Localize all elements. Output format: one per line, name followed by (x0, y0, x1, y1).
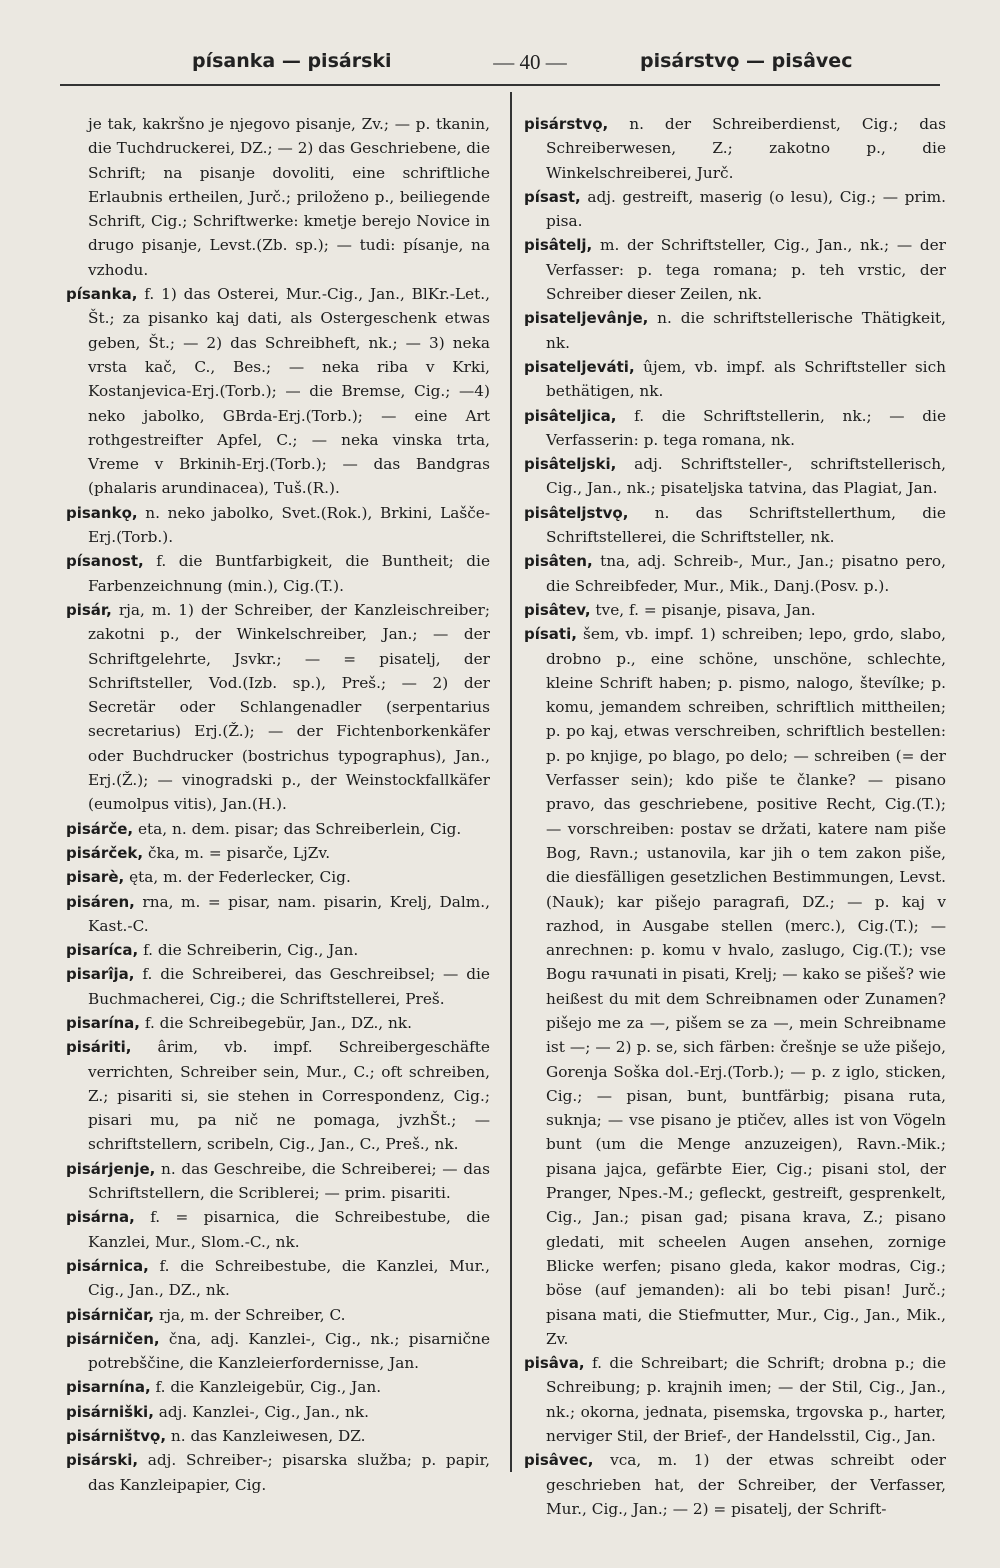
dictionary-entry (524, 622, 946, 1351)
dictionary-entry (66, 549, 490, 598)
entry-headword: písanost, (66, 552, 144, 571)
entry-definition: n. der Schreiberdienst, Cig.; das Schreiberwesen, Z.; zakotno p., die Winkelschreiberei, Jurč. (546, 115, 946, 182)
entry-definition: rja, m. der Schreiber, C. (158, 1305, 346, 1324)
entry-definition: f. die Kanzleigebür, Cig., Jan. (155, 1378, 382, 1397)
entry-headword: pisankǫ, (66, 503, 138, 522)
entry-definition: čka, m. = pisarče, LjZv. (147, 843, 331, 862)
entry-definition: n. das Geschreibe, die Schreiberei; — das Schriftstellern, die Scriblerei; — prim. pisariti. (88, 1159, 490, 1203)
dictionary-entry (66, 890, 490, 939)
entry-headword: pisâteljica, (524, 406, 617, 425)
dictionary-entry (524, 233, 946, 306)
entry-definition: tna, adj. Schreib-, Mur., Jan.; pisatno pero, die Schreibfeder, Mur., Mik., Danj.(Posv. p.). (546, 552, 946, 595)
dictionary-entry (66, 1205, 490, 1254)
entry-headword: pisarína, (66, 1013, 140, 1032)
entry-definition: f. die Schriftstellerin, nk.; — die Verfasserin: p. tega romana, nk. (546, 406, 946, 449)
entry-headword: pisár, (66, 600, 112, 619)
entry-headword: pisárnica, (66, 1256, 149, 1275)
dictionary-entry (66, 1327, 490, 1376)
entry-definition: adj. gestreift, maserig (o lesu), Cig.; — prim. pisa. (546, 187, 946, 231)
page-header (60, 46, 940, 82)
entry-headword: pisâtelj, (524, 236, 593, 255)
entry-headword: pisâtev, (524, 600, 591, 619)
dictionary-entry (66, 938, 490, 962)
entry-definition: rna, m. = pisar, nam. pisarin, Krelj, Dalm., Kast.-C. (88, 892, 490, 935)
dictionary-entry (66, 1157, 490, 1206)
dictionary-entry (524, 112, 946, 185)
dictionary-entry (524, 185, 946, 234)
dictionary-entry (66, 1303, 490, 1327)
entry-definition: m. der Schriftsteller, Cig., Jan., nk.; — der Verfasser: p. tega romana; p. teh vrstic, der Schreiber dieser Zeilen, nk. (546, 236, 946, 304)
dictionary-entry (524, 306, 946, 355)
right-column (524, 112, 946, 1521)
dictionary-entry (66, 1254, 490, 1303)
entry-headword: pisarè, (66, 868, 125, 887)
dictionary-entry (66, 1400, 490, 1424)
header-right-guide-words: pisárstvǫ — pisâvec (640, 50, 853, 72)
dictionary-entry (66, 598, 490, 817)
entry-definition: čna, adj. Kanzlei-, Cig., nk.; pisarnične potrebščine, die Kanzleierfordernisse, Jan. (88, 1329, 490, 1373)
entry-definition: f. 1) das Osterei, Mur.-Cig., Jan., BlKr.-Let., Št.; za pisanko kaj dati, als Ostergeschenk etwas geben, Št.; — 2) das Schreibheft, nk.; — 3) neka vrsta kač, C., Bes.; — neka riba v Krki, Kostanjevica-Erj.(Torb.); — die Bremse, Cig.; —4) neko jabolko, GBrda-Erj.(Torb.); — eine Art rothgestreifter Apfel, C.; — neka vinska trta, Vreme v Brkinih-Erj.(Torb.); — das Bandgras (phalaris arundinacea), Tuš.(R.). (88, 285, 490, 498)
entry-headword: pisaríca, (66, 941, 139, 960)
entry-definition: adj. Schriftsteller-, schriftstellerisch, Cig., Jan., nk.; pisateljska tatvina, das Plagiat, Jan. (546, 455, 946, 498)
dictionary-entry (66, 282, 490, 501)
entry-definition: tve, f. = pisanje, pisava, Jan. (595, 600, 816, 619)
dictionary-entry (66, 112, 490, 282)
entry-headword: pisárjenje, (66, 1159, 156, 1178)
entry-definition: n. das Schriftstellerthum, die Schriftstellerei, die Schriftsteller, nk. (546, 503, 946, 547)
entry-headword: pisárstvǫ, (524, 115, 609, 133)
entry-headword: pisarnína, (66, 1378, 151, 1397)
entry-definition: n. die schriftstellerische Thätigkeit, nk. (546, 309, 946, 352)
entry-definition: n. das Kanzleiwesen, DZ. (170, 1427, 366, 1446)
entry-headword: pisárče, (66, 819, 134, 838)
entry-headword: pisárničen, (66, 1329, 160, 1348)
dictionary-entry (524, 355, 946, 404)
entry-headword: pisâva, (524, 1354, 585, 1373)
entry-definition: vca, m. 1) der etwas schreibt oder geschrieben hat, der Schreiber, der Verfasser, Mur., Cig., Jan.; — 2) = pisatelj, der Schrift- (546, 1451, 946, 1518)
entry-headword: písast, (524, 187, 581, 206)
entry-definition: je tak, kakršno je njegovo pisanje, Zv.; — p. tkanin, die Tuchdruckerei, DZ.; — 2) das Geschriebene, die Schrift; na pisanje dovoliti, eine schriftliche Erlaubnis ertheilen, Jurč.; priloženo p., beiliegende Schrift, Cig.; Schriftwerke: kmetje berejo Novice in drugo pisanje, Levst.(Zb. sp.); — tudi: písanje, na vzhodu. (88, 115, 490, 279)
entry-headword: pisárniški, (66, 1402, 154, 1421)
entry-headword: písanka, (66, 285, 138, 304)
dictionary-entry (66, 1375, 490, 1399)
dictionary-entry (66, 962, 490, 1011)
entry-headword: pisárništvǫ, (66, 1427, 167, 1446)
entry-headword: pisâteljstvǫ, (524, 503, 629, 522)
header-rule (60, 84, 940, 86)
dictionary-entry (66, 501, 490, 550)
entry-definition: rja, m. 1) der Schreiber, der Kanzleischreiber; zakotni p., der Winkelschreiber, Jan.; — der Schriftgelehrte, Jsvkr.; — = pisatelj, der Schriftsteller, Vod.(Izb. sp.), Preš.; — 2) der Secretär oder Schlangenadler (serpentarius secretarius) Erj.(Ž.); — der Fichtenborkenkäfer oder Buchdrucker (bostrichus typographus), Jan., Erj.(Ž.); — vinogradski p., der Weinstockfallkäfer (eumolpus vitis), Jan.(H.). (88, 600, 490, 814)
entry-definition: f. die Buntfarbigkeit, die Buntheit; die Farbenzeichnung (min.), Cig.(T.). (88, 552, 491, 595)
dictionary-entry (66, 1448, 490, 1497)
column-divider (510, 92, 512, 1472)
dictionary-entry (524, 452, 946, 501)
entry-definition: f. die Schreiberei, das Geschreibsel; — die Buchmacherei, Cig.; die Schriftstellerei, Preš. (88, 965, 490, 1008)
entry-headword: pisateljevânje, (524, 309, 649, 328)
entry-definition: f. die Schreibegebür, Jan., DZ., nk. (144, 1013, 413, 1032)
entry-headword: pisárček, (66, 843, 144, 862)
dictionary-entry (66, 865, 490, 889)
entry-headword: pisárničar, (66, 1305, 155, 1324)
dictionary-entry (66, 1011, 490, 1035)
dictionary-entry (66, 817, 490, 841)
dictionary-entry (66, 841, 490, 865)
entry-definition: ûjem, vb. impf. als Schriftsteller sich bethätigen, nk. (546, 357, 946, 401)
dictionary-entry (524, 404, 946, 453)
entry-definition: f. die Schreibestube, die Kanzlei, Mur., Cig., Jan., DZ., nk. (88, 1256, 490, 1300)
entry-definition: f. die Schreiberin, Cig., Jan. (143, 941, 359, 960)
dictionary-entry (524, 1448, 946, 1521)
entry-headword: pisárna, (66, 1208, 135, 1227)
entry-definition: adj. Kanzlei-, Cig., Jan., nk. (158, 1402, 369, 1421)
entry-headword: pisarîja, (66, 965, 135, 984)
dictionary-entry (524, 549, 946, 598)
entry-headword: pisâvec, (524, 1451, 594, 1470)
entry-definition: šem, vb. impf. 1) schreiben; lepo, grdo, slabo, drobno p., eine schöne, unschöne, schlechte, kleine Schrift haben; p. pismo, nalogo, števílke; p. komu, jemandem schreiben, schriftlich mittheilen; p. po kaj, etwas verschreiben, schriftlich bestellen: p. po knjige, po blago, po delo; — schreiben (= der Verfasser sein); kdo piše te članke? — pisano pravo, das geschriebene, positive Recht, Cig.(T.); — vorschreiben: postav se držati, katere nam piše Bog, Ravn.; ustanovila, kar jih o tem zakon piše, die diesfälligen gesetzlichen Bestimmungen, Levst.(Nauk); kar pišejo paragrafi, DZ.; — p. kaj v razhod, in Ausgabe stellen (merc.), Cig.(T.); — anrechnen: p. komu v hvalo, zaslugo, Cig.(T.); vse Bogu rачunati in pisati, Krelj; — kako se pišeš? wie heißest du mit dem Schreibnamen oder Zunamen? pišejo me za —, pišem se za —, mein Schreibname ist —; — 2) p. se, sich färben: črešnje se uže pišejo, Gorenja Soška dol.-Erj.(Torb.); — p. z iglo, sticken, Cig.; — pisan, bunt, buntfärbig; pisana ruta, suknja; — vse pisano je ptičev, alles ist von Vögeln bunt (um die Menge anzuzeigen), Ravn.-Mik.; pisana jajca, gefärbte Eier, Cig.; pisani stol, der Pranger, Npes.-M.; gefleckt, gestreift, gesprenkelt, Cig., Jan.; pisan gad; pisana krava, Z.; pisano gledati, mit scheelen Augen ansehen, zornige Blicke werfen; pisano gleda, kakor modras, Cig.; böse (auf jemanden): ali bo tebi pisan! Jurč.; pisana mati, die Stiefmutter, Mur., Cig., Jan., Mik., Zv. (546, 625, 946, 1348)
entry-definition: ęta, m. der Federlecker, Cig. (129, 868, 351, 887)
entry-headword: pisáriti, (66, 1038, 132, 1057)
dictionary-entry (524, 1351, 946, 1448)
entry-definition: f. = pisarnica, die Schreibestube, die Kanzlei, Mur., Slom.-C., nk. (88, 1208, 490, 1251)
dictionary-entry (66, 1035, 490, 1156)
header-left-guide-words: písanka — pisárski (192, 50, 392, 72)
entry-headword: pisáren, (66, 892, 135, 911)
entry-definition: n. neko jabolko, Svet.(Rok.), Brkini, Lašče-Erj.(Torb.). (88, 503, 490, 547)
entry-headword: písati, (524, 625, 577, 644)
page-number: — 40 — (493, 50, 567, 74)
entry-definition: ârim, vb. impf. Schreibergeschäfte verrichten, Schreiber sein, Mur., C.; oft schreiben, Z.; pisariti si, sie stehen in Correspondenz, Cig.; pisari mu, pa nič ne pomaga, jvzhŠt.; — schriftstellern, scribeln, Cig., Jan., C., Preš., nk. (88, 1038, 490, 1154)
entry-headword: pisateljeváti, (524, 357, 635, 376)
entry-headword: pisárski, (66, 1451, 139, 1470)
entry-definition: f. die Schreibart; die Schrift; drobna p.; die Schreibung; p. krajnih imen; — der Stil, Cig., Jan., nk.; okorna, jednata, pisemska, trgovska p., harter, nerviger Stil, der Brief-, der Handelsstil, Cig., Jan. (546, 1354, 947, 1446)
dictionary-entry (66, 1424, 490, 1448)
left-column (66, 112, 490, 1497)
entry-headword: pisâteljski, (524, 455, 617, 474)
dictionary-entry (524, 501, 946, 550)
entry-headword: pisâten, (524, 552, 593, 571)
entry-definition: adj. Schreiber-; pisarska služba; p. papir, das Kanzleipapier, Cig. (88, 1451, 490, 1494)
dictionary-entry (524, 598, 946, 622)
entry-definition: eta, n. dem. pisar; das Schreiberlein, Cig. (137, 819, 462, 838)
